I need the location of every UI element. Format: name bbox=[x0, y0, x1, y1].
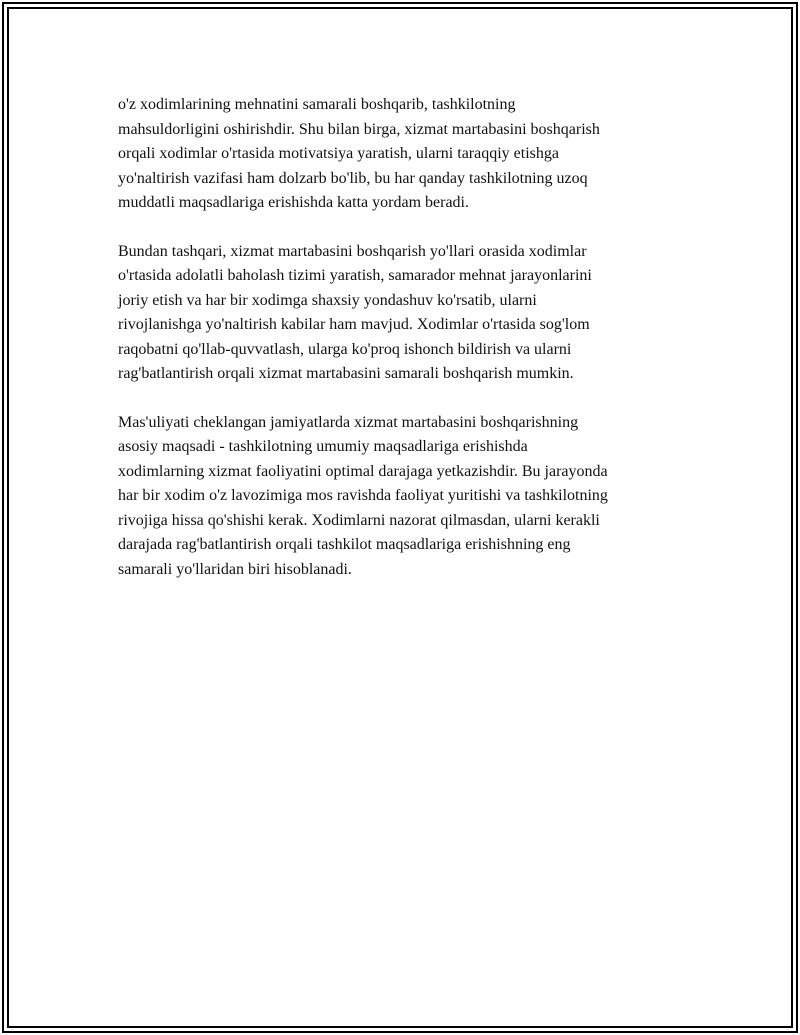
text-line: xodimlarning xizmat faoliyatini optimal darajaga yetkazishdir. Bu jarayonda bbox=[118, 462, 608, 480]
text-line: o'z xodimlarining mehnatini samarali boshqarib, tashkilotning bbox=[118, 96, 516, 113]
paragraph-1 bbox=[118, 93, 718, 216]
document-body bbox=[118, 93, 718, 606]
text-line: orqali xodimlar o'rtasida motivatsiya yaratish, ularni taraqqiy etishga bbox=[118, 145, 559, 162]
text-line: darajada rag'batlantirish orqali tashkilot maqsadlariga erishishning eng bbox=[118, 536, 571, 553]
text-line: asosiy maqsadi - tashkilotning umumiy maqsadlariga erishishda bbox=[118, 438, 528, 455]
text-line: Mas'uliyati cheklangan jamiyatlarda xizmat martabasini boshqarishning bbox=[118, 413, 579, 431]
text-line: har bir xodim o'z lavozimiga mos ravishda faoliyat yuritishi va tashkilotning bbox=[118, 487, 608, 504]
text-line: Bundan tashqari, xizmat martabasini boshqarish yo'llari orasida xodimlar bbox=[118, 242, 587, 260]
text-line: muddatli maqsadlariga erishishda katta yordam beradi. bbox=[118, 194, 469, 211]
text-line: o'rtasida adolatli baholash tizimi yaratish, samarador mehnat jarayonlarini bbox=[118, 267, 592, 284]
text-line: samarali yo'llaridan biri hisoblanadi. bbox=[118, 560, 352, 578]
text-line: rag'batlantirish orqali xizmat martabasini samarali boshqarish mumkin. bbox=[118, 365, 574, 382]
text-line: raqobatni qo'llab-quvvatlash, ularga ko'proq ishonch bildirish va ularni bbox=[118, 340, 572, 358]
paragraph-3 bbox=[118, 411, 718, 583]
text-line: rivojlanishga yo'naltirish kabilar ham mavjud. Xodimlar o'rtasida sog'lom bbox=[118, 316, 590, 333]
paragraph-2 bbox=[118, 240, 718, 387]
text-line: mahsuldorligini oshirishdir. Shu bilan birga, xizmat martabasini boshqarish bbox=[118, 120, 600, 138]
text-line: joriy etish va har bir xodimga shaxsiy yondashuv ko'rsatib, ularni bbox=[118, 291, 537, 309]
text-line: rivojiga hissa qo'shishi kerak. Xodimlarni nazorat qilmasdan, ularni kerakli bbox=[118, 511, 600, 529]
text-line: yo'naltirish vazifasi ham dolzarb bo'lib, bu har qanday tashkilotning uzoq bbox=[118, 169, 588, 187]
